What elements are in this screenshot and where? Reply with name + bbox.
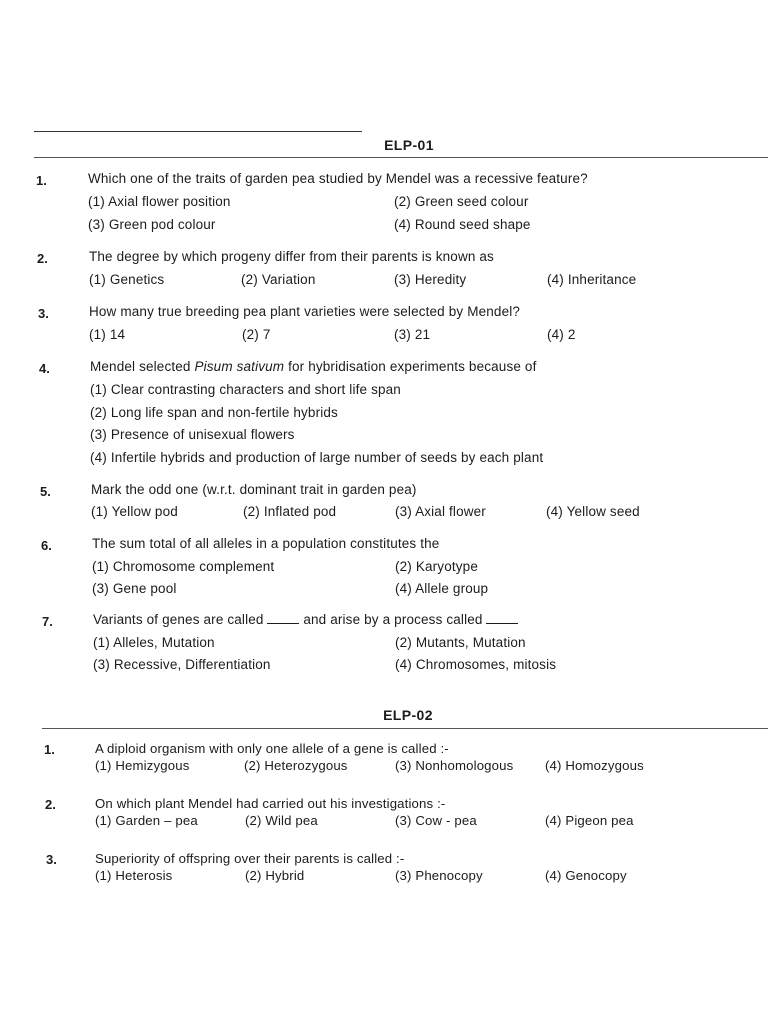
option-3: (3) Phenocopy: [395, 868, 483, 883]
option-4: (4) Round seed shape: [394, 217, 531, 232]
question-text: A diploid organism with only one allele of a gene is called :-: [95, 741, 449, 756]
question-text: Superiority of offspring over their parents is called :-: [95, 851, 405, 866]
question-number: 4.: [39, 361, 50, 376]
option-4: (4) Chromosomes, mitosis: [395, 657, 557, 672]
section-title: ELP-01: [384, 137, 434, 153]
question-text: [93, 612, 518, 627]
option-1: (1) 14: [89, 327, 126, 342]
option-3: (3) Green pod colour: [88, 217, 216, 232]
option-4: (4) Yellow seed: [546, 504, 640, 519]
option-2: (2) Green seed colour: [394, 194, 529, 209]
question-text-part: Variants of genes are called: [93, 612, 268, 627]
question-number: 5.: [40, 484, 51, 499]
option-3: (3) Presence of unisexual flowers: [90, 427, 295, 442]
answer-blank: [267, 613, 299, 624]
option-4: (4) Inheritance: [547, 272, 637, 287]
option-2: (2) Karyotype: [395, 559, 478, 574]
option-3: (3) Nonhomologous: [395, 758, 514, 773]
option-2: (2) Variation: [241, 272, 316, 287]
question-text: [90, 359, 536, 374]
option-3: (3) Axial flower: [395, 504, 486, 519]
option-4: (4) Pigeon pea: [545, 813, 634, 828]
option-3: (3) Recessive, Differentiation: [93, 657, 271, 672]
section-title: ELP-02: [383, 707, 433, 723]
option-4: (4) Genocopy: [545, 868, 627, 883]
question-text: The degree by which progeny differ from their parents is known as: [89, 249, 494, 264]
question-number: 3.: [38, 306, 49, 321]
section-rule: [42, 728, 768, 729]
option-2: (2) Hybrid: [245, 868, 305, 883]
question-number: 3.: [46, 852, 57, 867]
question-text-part: Mendel selected: [90, 359, 195, 374]
option-2: (2) Wild pea: [245, 813, 318, 828]
option-4: (4) Allele group: [395, 581, 489, 596]
option-1: (1) Clear contrasting characters and short life span: [90, 382, 401, 397]
top-rule: [34, 131, 362, 132]
option-4: (4) 2: [547, 327, 576, 342]
option-1: (1) Hemizygous: [95, 758, 190, 773]
option-3: (3) Gene pool: [92, 581, 177, 596]
question-text-part: and arise by a process called: [299, 612, 487, 627]
option-1: (1) Genetics: [89, 272, 165, 287]
question-number: 7.: [42, 614, 53, 629]
option-4: (4) Infertile hybrids and production of large number of seeds by each plant: [90, 450, 544, 465]
question-number: 1.: [44, 742, 55, 757]
question-number: 2.: [45, 797, 56, 812]
option-1: (1) Heterosis: [95, 868, 173, 883]
option-2: (2) Heterozygous: [244, 758, 348, 773]
option-2: (2) 7: [242, 327, 271, 342]
option-3: (3) Heredity: [394, 272, 467, 287]
question-text: Which one of the traits of garden pea studied by Mendel was a recessive feature?: [88, 171, 588, 186]
option-1: (1) Chromosome complement: [92, 559, 275, 574]
option-1: (1) Axial flower position: [88, 194, 231, 209]
question-text-part: for hybridisation experiments because of: [284, 359, 537, 374]
option-3: (3) 21: [394, 327, 431, 342]
answer-blank: [486, 613, 518, 624]
option-1: (1) Alleles, Mutation: [93, 635, 215, 650]
section-rule: [34, 157, 768, 158]
option-1: (1) Yellow pod: [91, 504, 178, 519]
option-3: (3) Cow - pea: [395, 813, 477, 828]
question-number: 6.: [41, 538, 52, 553]
question-text: How many true breeding pea plant varieties were selected by Mendel?: [89, 304, 521, 319]
question-text: Mark the odd one (w.r.t. dominant trait in garden pea): [91, 482, 417, 497]
question-text: The sum total of all alleles in a population constitutes the: [92, 536, 440, 551]
option-2: (2) Mutants, Mutation: [395, 635, 526, 650]
species-name: Pisum sativum: [194, 359, 285, 374]
option-1: (1) Garden – pea: [95, 813, 198, 828]
question-text: On which plant Mendel had carried out his investigations :-: [95, 796, 446, 811]
option-4: (4) Homozygous: [545, 758, 644, 773]
question-number: 1.: [36, 173, 47, 188]
option-2: (2) Inflated pod: [243, 504, 337, 519]
question-number: 2.: [37, 251, 48, 266]
option-2: (2) Long life span and non-fertile hybrids: [90, 405, 338, 420]
